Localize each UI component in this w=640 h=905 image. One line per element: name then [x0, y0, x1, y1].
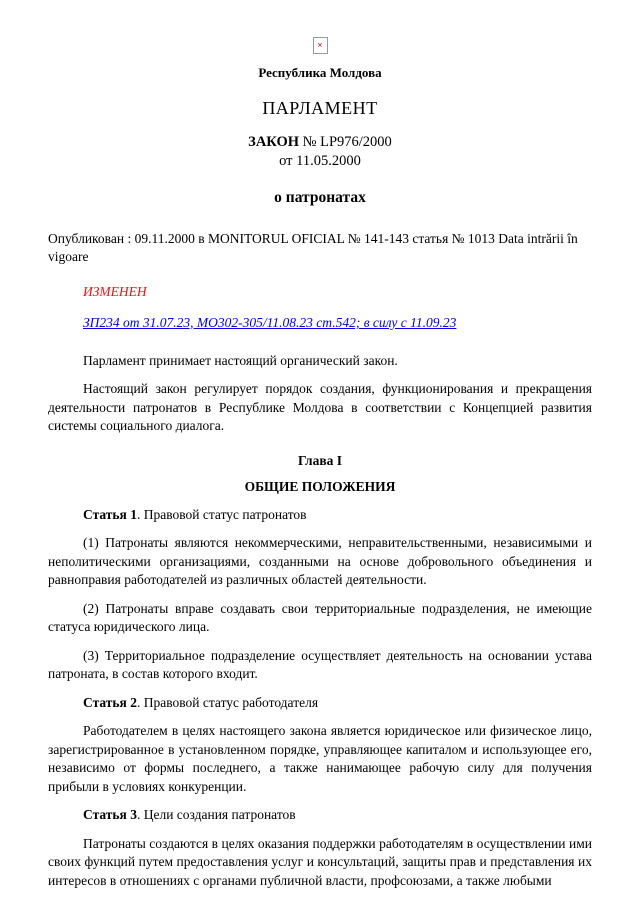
article-1-paragraph-2: (2) Патронаты вправе создавать свои территориальные подразделения, не имеющие статуса юридического лица. — [48, 600, 592, 635]
amended-status: ИЗМЕНЕН — [83, 283, 147, 299]
paragraph-intro-1: Парламент принимает настоящий органический закон. — [83, 352, 398, 368]
law-label: ЗАКОН — [248, 133, 300, 150]
institution-title: ПАРЛАМЕНТ — [262, 97, 378, 118]
broken-image-placeholder — [48, 36, 592, 54]
paragraph-intro-2: Настоящий закон регулирует порядок создания, функционирования и прекращения деятельности патронатов в Республике Молдова в соответствии с Концепцией развития системы социального диалога. — [48, 381, 592, 434]
article-1-paragraph-3: (3) Территориальное подразделение осуществляет деятельность на основании устава патроната, в состав которого входит. — [48, 647, 592, 682]
country-title: Республика Молдова — [258, 64, 382, 80]
article-1-label: Статья 1 — [83, 506, 137, 522]
article-1-title: . Правовой статус патронатов — [136, 506, 307, 522]
article-1-paragraph-1: (1) Патронаты являются некоммерческими, неправительственными, независимыми и неполитическими организациями, созданными на основе добровольного объединения и равноправия работодателей из различных областей деятельности. — [48, 535, 592, 588]
law-date: от 11.05.2000 — [279, 152, 361, 169]
chapter-number: Глава I — [297, 452, 343, 468]
article-2-paragraph-1: Работодателем в целях настоящего закона является юридическое или физическое лицо, зарегистрированное в установленном порядке, управляющее капиталом и использующее его, независимо от формы последнего, а также нанимающее рабочую силу для получения прибыли в условиях конкуренции. — [48, 723, 592, 794]
article-1-heading — [48, 506, 592, 525]
article-2-title: . Правовой статус работодателя — [136, 694, 319, 710]
doc-title: о патронатах — [274, 188, 366, 206]
amendment-link[interactable]: ЗП234 от 31.07.23, МО302-305/11.08.23 ст.542; в силу с 11.09.23 — [83, 314, 457, 330]
article-2-label: Статья 2 — [83, 694, 137, 710]
law-number: № LP976/2000 — [302, 133, 392, 150]
article-3-label: Статья 3 — [83, 807, 137, 823]
chapter-title: ОБЩИЕ ПОЛОЖЕНИЯ — [244, 478, 396, 494]
article-2-heading — [48, 694, 592, 713]
article-3-paragraph-1: Патронаты создаются в целях оказания поддержки работодателям в осуществлении ими своих функций путем предоставления услуг и консультаций, защиты прав и представления их интересов в отношениях с органами публичной власти, профсоюзами, а также любыми — [48, 835, 592, 888]
article-3-title: . Цели создания патронатов — [136, 807, 296, 823]
article-3-heading — [48, 806, 592, 825]
amendment-link-line — [83, 314, 592, 332]
law-number-line — [48, 133, 592, 152]
broken-image-icon: × — [313, 37, 328, 54]
published-line: Опубликован : 09.11.2000 в MONITORUL OFICIAL № 141-143 статья № 1013 Data intrării în vigoare — [48, 230, 578, 264]
